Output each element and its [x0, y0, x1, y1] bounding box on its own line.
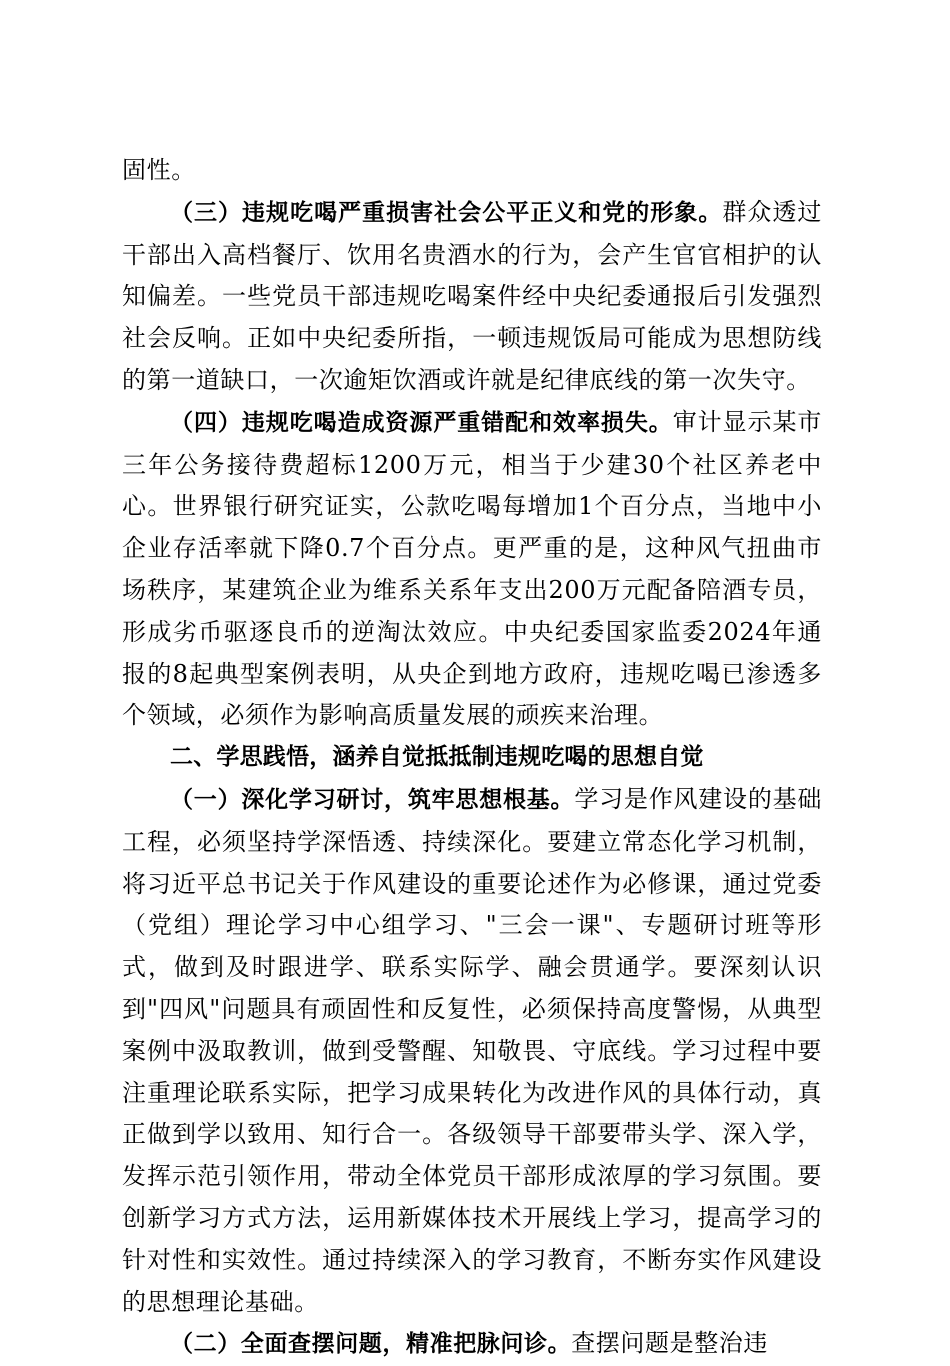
- paragraph-text: 审计显示某市三年公务接待费超标1200万元，相当于少建30个社区养老中心。世界银行研究证实，公款吃喝每增加1个百分点，当地中小企业存活率就下降0.7个百分点。更严重的是，这种风气扭曲市场秩序，某建筑企业为维系关系年支出200万元配备陪酒专员，形成劣币驱逐良币的逆淘汰效应。中央纪委国家监委2024年通报的8起典型案例表明，从央企到地方政府，违规吃喝已渗透多个领域，必须作为影响高质量发展的顽疾来治理。: [122, 407, 822, 730]
- paragraph-section-4: [122, 402, 822, 737]
- paragraph-continuation: [122, 150, 822, 192]
- paragraph-lead: （一）深化学习研讨，筑牢思想根基。: [170, 786, 575, 813]
- paragraph-lead: （二）全面查摆问题，精准把脉问诊。: [170, 1331, 572, 1358]
- paragraph-lead: （四）违规吃喝造成资源严重错配和效率损失。: [170, 409, 673, 436]
- document-body: [122, 150, 822, 1366]
- paragraph-text: 固性。: [122, 156, 196, 184]
- paragraph-lead: （三）违规吃喝严重损害社会公平正义和党的形象。: [170, 199, 723, 226]
- paragraph-section-3: [122, 192, 822, 402]
- paragraph-subsection-1: [122, 779, 822, 1323]
- paragraph-text: 查摆问题是整治违: [571, 1329, 769, 1358]
- section-heading: 二、学思践悟，涵养自觉抵抵制违规吃喝的思想自觉: [170, 744, 704, 771]
- paragraph-text: 群众透过干部出入高档餐厅、饮用名贵酒水的行为，会产生官官相护的认知偏差。一些党员干部违规吃喝案件经中央纪委通报后引发强烈社会反响。正如中央纪委所指，一顿违规饭局可能成为思想防线的第一道缺口，一次逾矩饮酒或许就是纪律底线的第一次失守。: [122, 197, 822, 394]
- paragraph-subsection-2: [122, 1323, 822, 1366]
- paragraph-text: 学习是作风建设的基础工程，必须坚持学深悟透、持续深化。要建立常态化学习机制，将习近平总书记关于作风建设的重要论述作为必修课，通过党委（党组）理论学习中心组学习、"三会一课"、专题研讨班等形式，做到及时跟进学、联系实际学、融会贯通学。要深刻认识到"四风"问题具有顽固性和反复性，必须保持高度警惕，从典型案例中汲取教训，做到受警醒、知敬畏、守底线。学习过程中要注重理论联系实际，把学习成果转化为改进作风的具体行动，真正做到学以致用、知行合一。各级领导干部要带头学、深入学，发挥示范引领作用，带动全体党员干部形成浓厚的学习氛围。要创新学习方式方法，运用新媒体技术开展线上学习，提高学习的针对性和实效性。通过持续深入的学习教育，不断夯实作风建设的思想理论基础。: [122, 784, 823, 1316]
